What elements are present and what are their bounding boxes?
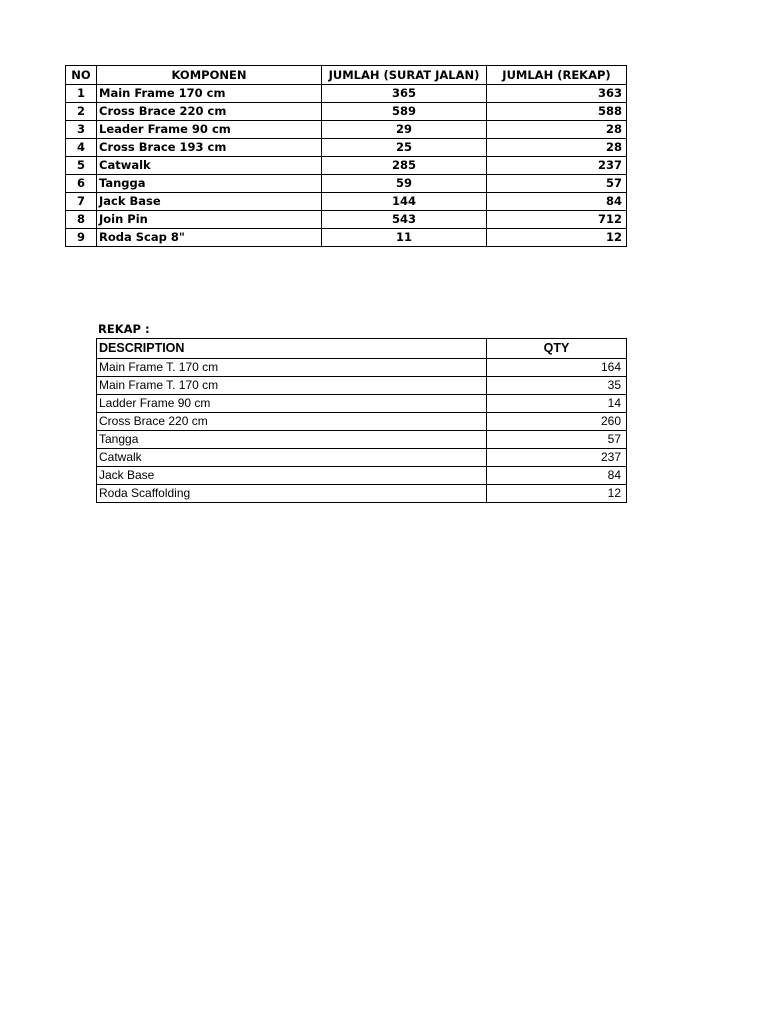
cell-qty: 12 (487, 485, 627, 503)
cell-description: Roda Scaffolding (97, 485, 487, 503)
cell-no: 2 (66, 103, 97, 121)
header-qty: QTY (487, 339, 627, 359)
cell-rekap: 28 (487, 139, 627, 157)
cell-komponen: Catwalk (97, 157, 322, 175)
cell-surat-jalan: 589 (322, 103, 487, 121)
table-row (66, 229, 627, 247)
table-row (66, 175, 627, 193)
table-row (97, 377, 627, 395)
table-row (97, 359, 627, 377)
table-row (97, 485, 627, 503)
cell-komponen: Roda Scap 8" (97, 229, 322, 247)
cell-no: 8 (66, 211, 97, 229)
table-row (66, 157, 627, 175)
table-row (97, 467, 627, 485)
cell-description: Ladder Frame 90 cm (97, 395, 487, 413)
cell-rekap: 84 (487, 193, 627, 211)
cell-rekap: 28 (487, 121, 627, 139)
cell-komponen: Cross Brace 193 cm (97, 139, 322, 157)
cell-description: Jack Base (97, 467, 487, 485)
cell-komponen: Main Frame 170 cm (97, 85, 322, 103)
cell-rekap: 57 (487, 175, 627, 193)
table-row (97, 395, 627, 413)
cell-no: 4 (66, 139, 97, 157)
components-table (65, 65, 627, 247)
cell-komponen: Cross Brace 220 cm (97, 103, 322, 121)
cell-description: Catwalk (97, 449, 487, 467)
cell-komponen: Jack Base (97, 193, 322, 211)
rekap-header-row (97, 339, 627, 359)
table-row (66, 193, 627, 211)
cell-surat-jalan: 25 (322, 139, 487, 157)
cell-no: 1 (66, 85, 97, 103)
header-no: NO (66, 66, 97, 85)
cell-komponen: Join Pin (97, 211, 322, 229)
cell-rekap: 712 (487, 211, 627, 229)
cell-surat-jalan: 11 (322, 229, 487, 247)
cell-rekap: 363 (487, 85, 627, 103)
cell-rekap: 12 (487, 229, 627, 247)
cell-qty: 84 (487, 467, 627, 485)
cell-surat-jalan: 144 (322, 193, 487, 211)
cell-no: 6 (66, 175, 97, 193)
cell-no: 5 (66, 157, 97, 175)
table-row (97, 431, 627, 449)
cell-no: 3 (66, 121, 97, 139)
cell-no: 7 (66, 193, 97, 211)
cell-qty: 260 (487, 413, 627, 431)
header-description: DESCRIPTION (97, 339, 487, 359)
cell-rekap: 237 (487, 157, 627, 175)
cell-surat-jalan: 543 (322, 211, 487, 229)
cell-surat-jalan: 59 (322, 175, 487, 193)
table-row (66, 121, 627, 139)
cell-surat-jalan: 285 (322, 157, 487, 175)
cell-qty: 57 (487, 431, 627, 449)
components-header-row (66, 66, 627, 85)
table-row (97, 449, 627, 467)
table-row (66, 103, 627, 121)
cell-description: Tangga (97, 431, 487, 449)
header-komponen: KOMPONEN (97, 66, 322, 85)
cell-surat-jalan: 365 (322, 85, 487, 103)
cell-description: Main Frame T. 170 cm (97, 377, 487, 395)
cell-description: Cross Brace 220 cm (97, 413, 487, 431)
header-surat-jalan: JUMLAH (SURAT JALAN) (322, 66, 487, 85)
cell-qty: 35 (487, 377, 627, 395)
cell-no: 9 (66, 229, 97, 247)
cell-qty: 164 (487, 359, 627, 377)
table-row (97, 413, 627, 431)
table-row (66, 85, 627, 103)
cell-qty: 237 (487, 449, 627, 467)
table-row (66, 211, 627, 229)
cell-komponen: Leader Frame 90 cm (97, 121, 322, 139)
header-rekap: JUMLAH (REKAP) (487, 66, 627, 85)
cell-komponen: Tangga (97, 175, 322, 193)
cell-rekap: 588 (487, 103, 627, 121)
cell-surat-jalan: 29 (322, 121, 487, 139)
cell-description: Main Frame T. 170 cm (97, 359, 487, 377)
rekap-table (96, 338, 627, 503)
table-row (66, 139, 627, 157)
rekap-label: REKAP : (98, 322, 150, 336)
cell-qty: 14 (487, 395, 627, 413)
